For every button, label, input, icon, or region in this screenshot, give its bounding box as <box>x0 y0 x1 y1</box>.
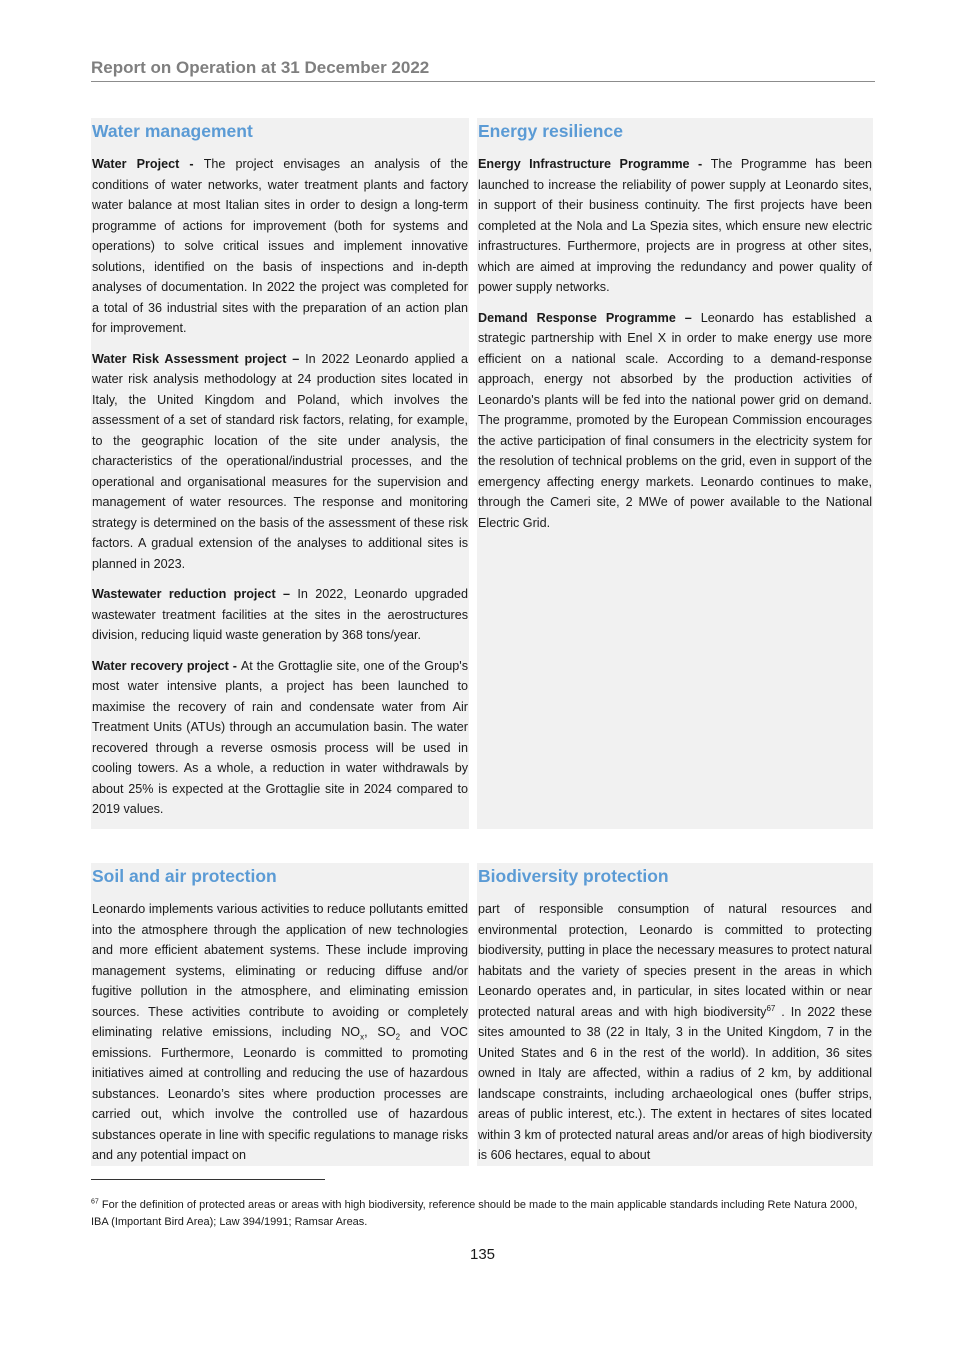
paragraph: Energy Infrastructure Programme - The Programme has been launched to increase the reliability of power supply at Leonardo sites, in support of their business continuity. The first projects have been completed at the Nola and La Spezia sites, which ensure new electric infrastructures. Furthermore, projects are in progress at other sites, which are aimed at improving the redundancy and power quality of power supply networks. <box>478 157 872 294</box>
water-management-section <box>91 118 469 829</box>
page-number: 135 <box>469 1246 496 1263</box>
paragraph: Demand Response Programme – Leonardo has established a strategic partnership with Enel X in order to make energy use more efficient on a national scale. According to a demand-response approach, energy not absorbed by the production activities of Leonardo's plants will be fed into the national power grid on demand. The programme, promoted by the European Commission encourages the active participation of final consumers in the electricity system for the resolution of technical problems on the grid, even in support of the emergency affecting energy markets. Leonardo continues to make, through the Cameri site, 2 MWe of power available to the National Electric Grid. <box>478 310 872 530</box>
footnote: $^{67}$ For the definition of protected areas or areas with high biodiversity, reference should be made to the main applicable standards including Rete Natura 2000, IBA (Important Bird Area); Law 394/1991; Ramsar Areas. <box>91 1198 858 1228</box>
paragraph: Leonardo implements various activities to reduce pollutants emitted into the atmosphere through the application of new technologies and more efficient abatement systems. These include improving management systems, eliminating or reducing diffuse and/or fugitive pollution in the atmosphere, and eliminating emission sources. These activities contribute to avoiding or completely eliminating relative emissions, including $NO_x$, $SO_2$ and VOC emissions. Furthermore, Leonardo is committed to promoting initiatives aimed at controlling and reducing the use of hazardous substances. Leonardo’s sites where production processes are carried out, which involve the controlled use of hazardous substances operate in line with specific regulations to manage risks and any potential impact on <box>92 902 468 1162</box>
paragraph: Water Project - The project envisages an analysis of the conditions of water networks, water treatment plants and factory water balance at most Italian sites in order to design a long-term programme of actions for improvement (both for systems and operations) to solve critical issues and implement innovative solutions, identified on the basis of inspections and in-depth analyses of documentation. In 2022 the project was completed for a total of 36 industrial sites with the preparation of an action plan for improvement. <box>92 157 468 335</box>
soil-air-section <box>91 863 469 1166</box>
paragraph: Wastewater reduction project – In 2022, Leonardo upgraded wastewater treatment facilities at the sites in the aerostructures division, reducing liquid waste generation by 368 tons/year. <box>92 587 468 642</box>
paragraph: part of responsible consumption of natural resources and environmental protection, Leonardo is committed to protecting biodiversity, putting in place the necessary measures to protect natural habitats and the variety of species present in the areas in which Leonardo operates and, in particular, in sites located within or near protected natural areas and with high biodiversity$^{67}$ . In 2022 these sites amounted to 38 (22 in Italy, 3 in the United Kingdom, 7 in the United States and 6 in the rest of the world). In addition, 36 sites owned in Italy are affected, within a radius of 2 km, by additional landscape constraints, including archaeological ones (buffer strips, areas of public interest, etc.). The extent in hectares of sites located within 3 km of protected natural areas and/or areas of high biodiversity is 606 hectares, equal to about <box>478 902 872 1162</box>
section-heading: Water management <box>92 121 253 141</box>
section-heading: Energy resilience <box>478 121 623 141</box>
footnote-ref[interactable]: 67 <box>766 1003 776 1013</box>
section-heading: Biodiversity protection <box>478 866 669 886</box>
section-heading: Soil and air protection <box>92 866 277 886</box>
paragraph: Water recovery project - At the Grottaglie site, one of the Group's most water intensive plants, a project has been launched to maximise the recovery of rain and condensate water from Air Treatment Units (ATUs) through an accumulation basin. The water recovered through a reverse osmosis process will be used in cooling towers. As a whole, a reduction in water withdrawals by about 25% is expected at the Grottaglie site in 2024 compared to 2019 values. <box>92 658 468 816</box>
energy-resilience-section <box>477 118 873 829</box>
biodiversity-section <box>477 863 873 1166</box>
paragraph: Water Risk Assessment project – In 2022 Leonardo applied a water risk analysis methodology at 24 production sites located in Italy, the United Kingdom and Poland, which involves the assessment of a set of standard risk factors, relating, for example, to the geographic location of the site under analysis, the characteristics of the operational/industrial processes, and the operational and organisational measures for the supervision and management of water resources. The response and monitoring strategy is determined on the basis of the assessment of these risk factors. A gradual extension of the analyses to additional sites is planned in 2023. <box>92 351 468 571</box>
report-header: Report on Operation at 31 December 2022 <box>91 58 875 82</box>
footnote-divider <box>91 1179 325 1180</box>
